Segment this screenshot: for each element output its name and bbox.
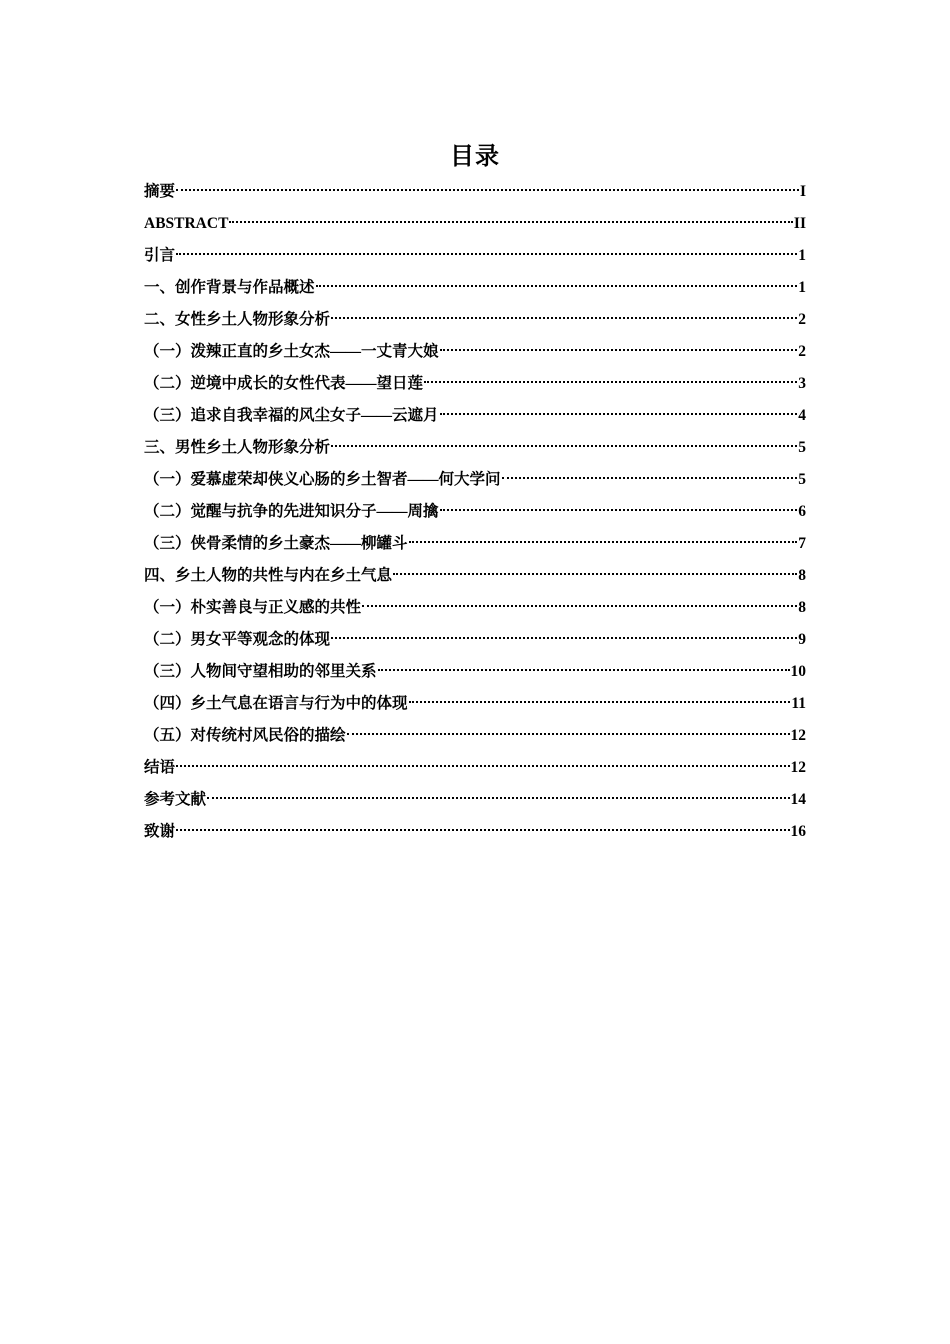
dot-leader <box>176 189 799 191</box>
toc-entry-label: （一）朴实善良与正义感的共性 <box>144 599 362 616</box>
dot-leader <box>347 733 790 735</box>
toc-entry[interactable] <box>144 656 806 688</box>
toc-title: 目录 <box>450 142 500 170</box>
toc-entry-label: （二）逆境中成长的女性代表——望日莲 <box>144 375 424 392</box>
toc-entry-page: 1 <box>798 279 806 296</box>
toc-entry-page: 3 <box>798 375 806 392</box>
toc-entry[interactable] <box>144 240 806 272</box>
dot-leader <box>440 509 798 511</box>
toc-entry-page: 7 <box>798 535 806 552</box>
toc-entry-label: （五）对传统村风民俗的描绘 <box>144 727 346 744</box>
toc-entry-page: 8 <box>798 599 806 616</box>
toc-entry[interactable] <box>144 368 806 400</box>
toc-entry[interactable] <box>144 624 806 656</box>
dot-leader <box>316 285 798 287</box>
toc-entry-page: 12 <box>790 759 806 776</box>
toc-entry[interactable] <box>144 208 806 240</box>
toc-entry-page: 12 <box>790 727 806 744</box>
toc-entry-page: 6 <box>798 503 806 520</box>
toc-entry-label: 引言 <box>144 247 176 264</box>
toc-entry-page: 1 <box>798 247 806 264</box>
dot-leader <box>229 221 793 223</box>
dot-leader <box>424 381 797 383</box>
toc-entry[interactable] <box>144 400 806 432</box>
dot-leader <box>176 829 789 831</box>
toc-list <box>144 176 806 848</box>
dot-leader <box>502 477 798 479</box>
toc-entry[interactable] <box>144 752 806 784</box>
dot-leader <box>393 573 797 575</box>
toc-entry-page: 2 <box>798 311 806 328</box>
toc-entry[interactable] <box>144 176 806 208</box>
toc-entry-label: 一、创作背景与作品概述 <box>144 279 315 296</box>
toc-entry-page: I <box>799 183 806 200</box>
dot-leader <box>440 413 798 415</box>
toc-entry-page: 10 <box>790 663 806 680</box>
toc-entry-label: （二）男女平等观念的体现 <box>144 631 331 648</box>
toc-entry[interactable] <box>144 784 806 816</box>
toc-entry[interactable] <box>144 688 806 720</box>
toc-entry-label: （三）侠骨柔情的乡土豪杰——柳罐斗 <box>144 535 408 552</box>
toc-entry[interactable] <box>144 496 806 528</box>
dot-leader <box>176 765 789 767</box>
dot-leader <box>378 669 790 671</box>
toc-entry-label: （四）乡土气息在语言与行为中的体现 <box>144 695 408 712</box>
dot-leader <box>176 253 797 255</box>
toc-entry-label: （二）觉醒与抗争的先进知识分子——周擒 <box>144 503 439 520</box>
toc-entry-label: （一）爱慕虚荣却侠义心肠的乡土智者——何大学问 <box>144 471 501 488</box>
dot-leader <box>409 541 798 543</box>
dot-leader <box>331 637 797 639</box>
toc-entry-page: 5 <box>798 471 806 488</box>
toc-entry-page: 5 <box>798 439 806 456</box>
toc-entry-page: 8 <box>798 567 806 584</box>
toc-entry-page: II <box>793 215 806 232</box>
dot-leader <box>440 349 798 351</box>
toc-entry-label: ABSTRACT <box>144 215 229 232</box>
toc-entry-page: 2 <box>798 343 806 360</box>
dot-leader <box>331 445 797 447</box>
toc-entry-page: 14 <box>790 791 806 808</box>
toc-entry[interactable] <box>144 336 806 368</box>
toc-entry[interactable] <box>144 720 806 752</box>
toc-entry[interactable] <box>144 592 806 624</box>
toc-entry-label: 致谢 <box>144 823 176 840</box>
toc-entry-label: 参考文献 <box>144 791 207 808</box>
toc-entry[interactable] <box>144 464 806 496</box>
toc-entry-label: 四、乡土人物的共性与内在乡土气息 <box>144 567 393 584</box>
toc-entry-label: 二、女性乡土人物形象分析 <box>144 311 331 328</box>
dot-leader <box>331 317 797 319</box>
toc-entry-page: 4 <box>798 407 806 424</box>
toc-entry-page: 16 <box>790 823 806 840</box>
toc-entry-label: （三）追求自我幸福的风尘女子——云遮月 <box>144 407 439 424</box>
toc-entry[interactable] <box>144 528 806 560</box>
dot-leader <box>409 701 791 703</box>
toc-entry-label: 摘要 <box>144 183 176 200</box>
toc-entry-page: 11 <box>791 695 806 712</box>
toc-entry[interactable] <box>144 272 806 304</box>
toc-entry[interactable] <box>144 304 806 336</box>
toc-entry-label: 结语 <box>144 759 176 776</box>
toc-entry-label: 三、男性乡土人物形象分析 <box>144 439 331 456</box>
toc-entry[interactable] <box>144 432 806 464</box>
toc-entry-label: （一）泼辣正直的乡土女杰——一丈青大娘 <box>144 343 439 360</box>
toc-entry-page: 9 <box>798 631 806 648</box>
dot-leader <box>207 797 789 799</box>
toc-entry[interactable] <box>144 816 806 848</box>
toc-entry[interactable] <box>144 560 806 592</box>
dot-leader <box>362 605 797 607</box>
toc-entry-label: （三）人物间守望相助的邻里关系 <box>144 663 377 680</box>
